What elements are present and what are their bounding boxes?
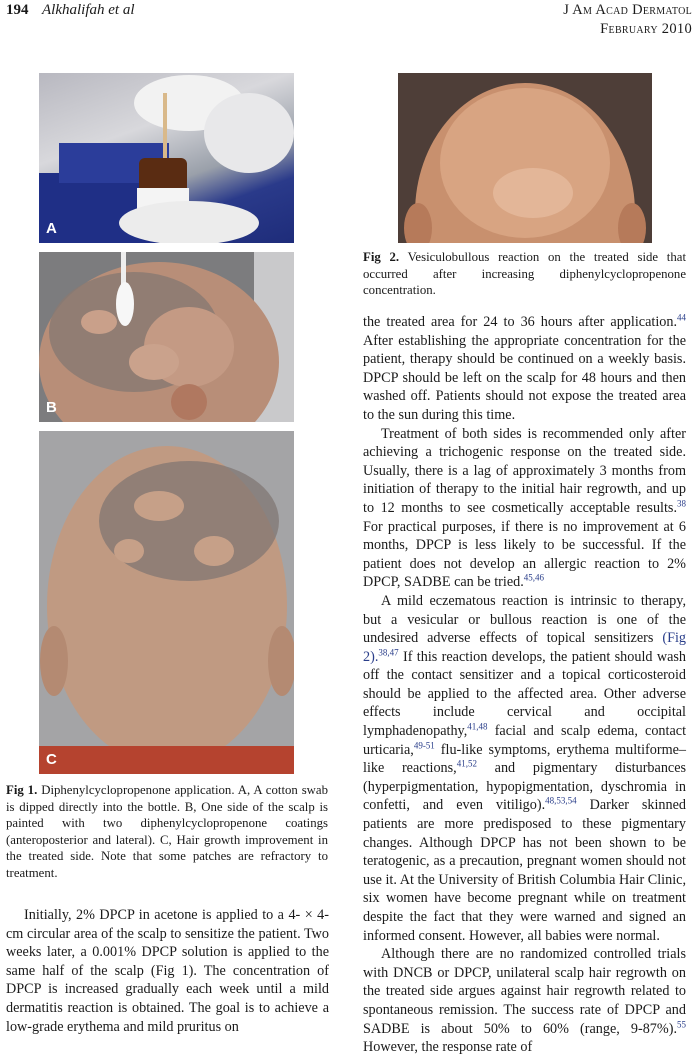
left-column-text — [6, 906, 329, 1036]
ref-38-47[interactable]: 38,47 — [378, 646, 399, 657]
running-header — [6, 2, 692, 42]
ref-45-46[interactable]: 45,46 — [523, 572, 545, 583]
figure2-caption-label: Fig 2. — [363, 250, 400, 264]
right-p3d-text: flu-like symptoms, erythema multiforme–like reactions, — [363, 741, 686, 777]
figure1-caption — [6, 782, 328, 882]
panel-b-drawing — [39, 252, 294, 422]
ref-44[interactable]: 44 — [677, 312, 686, 323]
right-p3c-text: facial and scalp edema, contact urticaria, — [363, 723, 687, 758]
right-p4b-text: However, the response rate of — [363, 1039, 533, 1056]
right-p2b-text: For practical purposes, if there is no improvement at 6 months, DPCP is less likely to be successful. If the patient does not develop an allergic reaction to 2% DPCP, SADBE can be tried. — [363, 518, 686, 591]
figure1-caption-label: Fig 1. — [6, 783, 38, 797]
figure2-photo — [398, 73, 652, 243]
ref-38[interactable]: 38 — [677, 498, 686, 509]
panel-c-label: C — [46, 751, 57, 768]
figure1-panel-b-photo — [39, 252, 294, 422]
right-p3f-text: Darker skinned patients are more predisposed to these pigmentary changes. Although DPCP has not been shown to be teratogenic, as a precaution, pregnant women should not use it. At the University of British Columbia Hair Clinic, six women have become pregnant while on treatment despite the fact that they were warned and signed an informed consent. However, all babies were normal. — [363, 797, 687, 944]
panel-a-label: A — [46, 220, 57, 237]
panel-a-drawing — [39, 73, 294, 243]
right-paragraph-4 — [363, 945, 686, 1057]
left-paragraph-1: Initially, 2% DPCP in acetone is applied to a 4- × 4-cm circular area of the scalp to sensitize the patient. Two weeks later, a 0.001% DPCP solution is applied to the same half of the scalp (Fig 1). The concentration of DPCP is increased gradually each week until a mild dermatitis reaction is obtained. The goal is to achieve a low-grade erythema and mild pruritus on — [6, 907, 329, 1035]
right-p2a-text: Treatment of both sides is recommended only after achieving a trichogenic response on the treated side. Usually, there is a lag of approximately 3 months from initiation of therapy to the initial hair regrowth, and up to 12 months to see cosmetically acceptable results. — [363, 425, 686, 516]
journal-name: J Am Acad Dermatol — [563, 2, 692, 18]
running-authors: Alkhalifah et al — [42, 2, 135, 18]
figure1-caption-text: Diphenylcyclopropenone application. A, A cotton swab is dipped directly into the bottle. B, One side of the scalp is painted with two diphenylcyclopropenone coatings (anteroposterior and lateral). C, Hair growth improvement in the treated side. Note that some patches are refractory to treatment. — [6, 783, 329, 880]
figure2-caption — [363, 249, 686, 299]
ref-49-51[interactable]: 49-51 — [413, 739, 435, 750]
page-number: 194 — [6, 2, 29, 18]
ref-48-53-54[interactable]: 48,53,54 — [545, 795, 577, 806]
right-paragraph-2 — [363, 425, 686, 592]
issue-date: February 2010 — [600, 21, 692, 37]
fig2-link[interactable]: (Fig 2). — [363, 630, 686, 665]
ref-55[interactable]: 55 — [677, 1018, 686, 1029]
figure1-panel-c-photo — [39, 431, 294, 774]
figure1-panel-a-photo — [39, 73, 294, 243]
right-p3a-text: A mild eczematous reaction is intrinsic to therapy, but a vesicular or bullous reaction is one of the undesired adverse effects of topical sensitizers — [363, 592, 686, 647]
right-p3e-text: and pigmentary disturbances (hyperpigmentation, hypopigmentation, dyschromia in confetti, and even vitiligo). — [363, 760, 687, 814]
right-paragraph-1 — [363, 313, 686, 425]
right-paragraph-3 — [363, 592, 686, 945]
ref-41-48[interactable]: 41,48 — [467, 721, 488, 732]
panel-b-label: B — [46, 399, 57, 416]
right-p1b-text: After establishing the appropriate concentration for the patient, therapy should be continued on a weekly basis. DPCP should be left on the scalp for 48 hours and then washed off. Patients should not expose the treated area to the sun during this time. — [363, 332, 686, 423]
right-column-text — [363, 313, 686, 1057]
figure2-drawing — [398, 73, 652, 243]
right-p1-text: the treated area for 24 to 36 hours after application. — [363, 314, 677, 330]
right-p3b-text: If this reaction develops, the patient should wash off the contact sensitizer and a topical corticosteroid should be applied to the affected area. Other adverse effects include cervical and occipital lymphadenopathy, — [363, 648, 686, 740]
panel-c-drawing — [39, 431, 294, 774]
figure2-caption-text: Vesiculobullous reaction on the treated side that occurred after increasing diphenylcyclopropenone concentration. — [363, 250, 686, 298]
ref-41-52[interactable]: 41,52 — [456, 758, 477, 769]
right-p4a-text: Although there are no randomized controlled trials with DNCB or DPCP, unilateral scalp hair regrowth on the treated side argues against hair regrowth related to spontaneous remission. The success rate of DPCP and SADBE is about 50% to 60% (range, 9-87%). — [363, 946, 686, 1037]
